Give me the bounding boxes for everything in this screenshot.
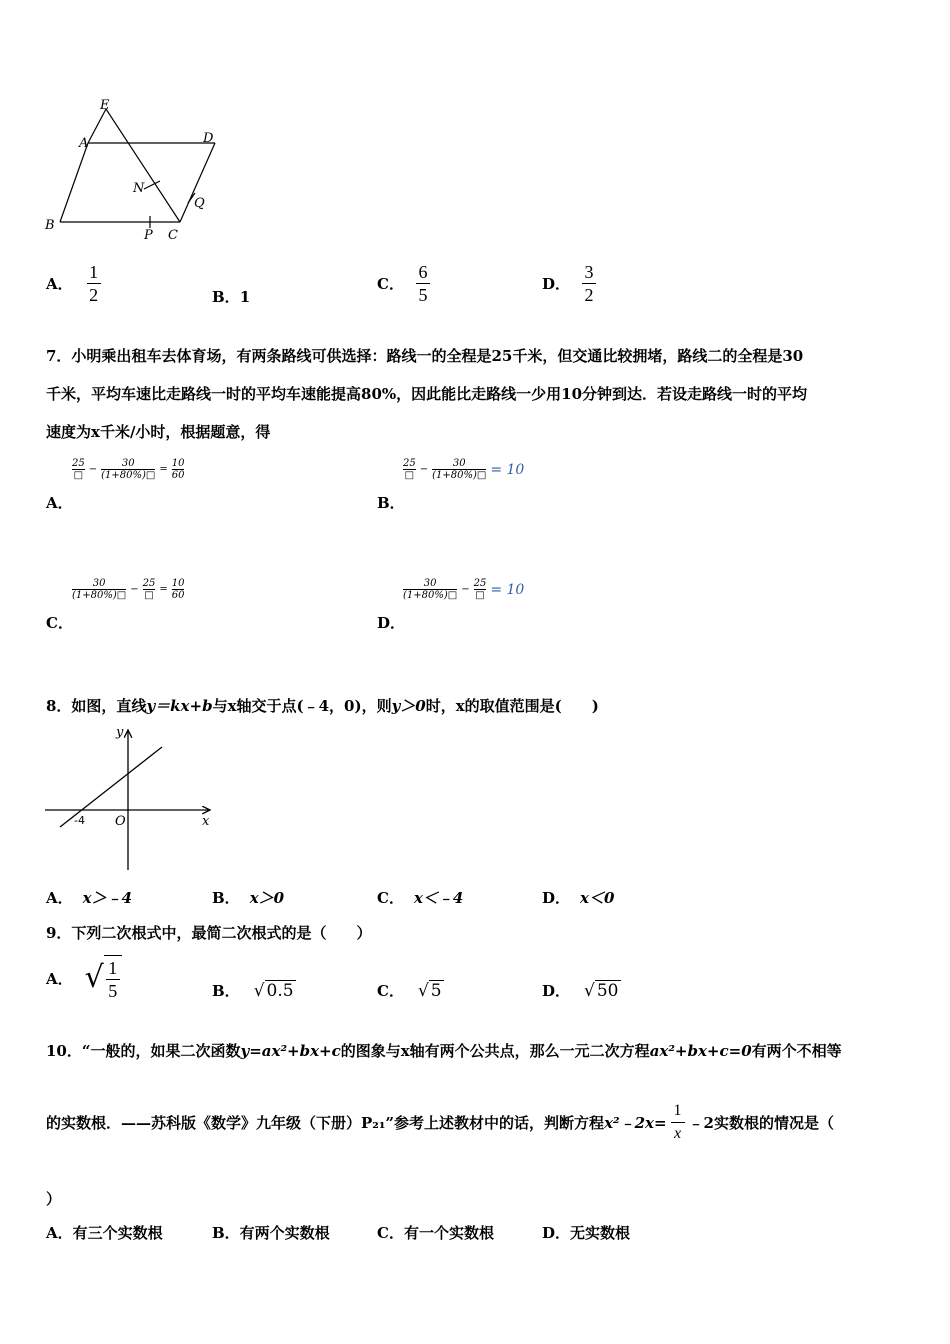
option-value: 1: [239, 288, 251, 306]
option-label: D．: [542, 889, 571, 907]
den: □: [404, 470, 415, 481]
minus-sign: −: [88, 464, 98, 475]
q10-option-d[interactable]: D．无实数根: [542, 1224, 631, 1242]
option-value: x＞﹣4: [82, 889, 133, 907]
radicand: 0.5: [266, 980, 294, 1001]
denominator: 2: [89, 285, 99, 305]
option-label: A．: [46, 969, 73, 988]
q7-line-2: 千米，平均车速比走路线一时的平均车速能提高80%，因此能比走路线一少用10分钟到达．若设走路线一时的平均: [46, 385, 808, 403]
q9-text: 9．下列二次根式中，最简二次根式的是（ ）: [46, 924, 372, 942]
minus-sign: −: [130, 584, 139, 595]
den: 60: [171, 470, 185, 481]
minus-sign: −: [461, 584, 470, 595]
q7-option-b[interactable]: B．: [377, 494, 405, 512]
option-label: B．: [212, 982, 240, 1000]
q8-equation: y＝kx+b: [146, 697, 213, 715]
option-label: B．: [212, 889, 240, 907]
option-label: C．: [377, 275, 404, 293]
q6-option-b[interactable]: [212, 286, 250, 307]
text: 的实数根．——苏科版《数学》九年级（下册）P₂₁”参考上述教材中的话，判断方程: [46, 1114, 605, 1132]
num: 25: [473, 578, 487, 589]
q8-option-d[interactable]: [542, 887, 614, 908]
equals-sign: =: [159, 464, 168, 475]
q6-option-c[interactable]: [377, 262, 430, 305]
label-C: C: [168, 228, 178, 243]
option-label: A．: [46, 275, 73, 293]
den: □: [475, 590, 485, 601]
q8-text: [46, 695, 599, 716]
rhs: = 10: [490, 461, 525, 478]
label-D: D: [203, 131, 214, 146]
denominator: x: [673, 1125, 682, 1142]
line-graph-figure: [42, 722, 217, 874]
parallelogram-figure: [40, 95, 230, 245]
num: 30: [92, 578, 106, 589]
denominator: 5: [418, 285, 428, 305]
tick-label: -4: [74, 814, 85, 827]
q10-option-c[interactable]: C．有一个实数根: [377, 1224, 494, 1242]
q10-line-1: [46, 1040, 842, 1061]
num: 25: [403, 458, 416, 469]
q8-option-b[interactable]: [212, 887, 284, 908]
q8-prefix: 8．如图，直线: [46, 697, 147, 715]
sqrt: √ 50: [584, 980, 619, 1001]
radicand: 50: [596, 980, 619, 1001]
option-value: x＜﹣4: [413, 889, 464, 907]
sqrt: √ 0.5: [253, 980, 294, 1001]
q10-line-2: [46, 1101, 834, 1144]
sqrt-fraction: √ $\frac{1}{5}$: [85, 955, 122, 1001]
den: □: [73, 470, 84, 481]
den: (1+80%)□: [432, 470, 487, 481]
function: y=ax²+bx+c: [240, 1042, 341, 1060]
fraction: [87, 262, 101, 305]
numerator: 1: [89, 262, 99, 282]
den: □: [144, 590, 154, 601]
q10-option-a[interactable]: A．有三个实数根: [46, 1224, 163, 1242]
num: 25: [142, 578, 156, 589]
q7-equation-b: [403, 458, 524, 481]
den: (1+80%)□: [403, 590, 458, 601]
q8-option-c[interactable]: [377, 887, 463, 908]
numerator: 1: [673, 1102, 682, 1119]
q6-option-a[interactable]: [46, 262, 101, 305]
minus-sign: −: [419, 464, 429, 475]
sqrt: √ 5: [417, 980, 442, 1001]
q7-option-c[interactable]: C．: [46, 614, 73, 632]
option-value: x＞0: [249, 889, 285, 907]
fraction: [582, 262, 596, 305]
fraction: [104, 955, 122, 1001]
q7-equation-a: [72, 458, 184, 481]
text: 的图象与x轴有两个公共点，那么一元二次方程: [340, 1042, 650, 1060]
axis-y-label: y: [116, 725, 124, 740]
denominator: 2: [584, 285, 594, 305]
den: 60: [171, 590, 185, 601]
label-Q: Q: [194, 196, 205, 211]
q7-option-a[interactable]: A．: [46, 494, 73, 512]
option-label: D．: [542, 982, 571, 1000]
num: 10: [171, 578, 185, 589]
q10-option-b[interactable]: B．有两个实数根: [212, 1224, 330, 1242]
q9-option-b[interactable]: [212, 980, 296, 1001]
q6-option-d[interactable]: [542, 262, 596, 305]
q7-equation-c: [72, 578, 184, 601]
q9-option-c[interactable]: [377, 980, 444, 1001]
text: 有两个不相等: [751, 1042, 842, 1060]
option-value: x＜0: [580, 889, 615, 907]
label-B: B: [45, 218, 55, 233]
equals-sign: =: [159, 584, 168, 595]
numerator: 6: [418, 262, 428, 282]
axis-x-label: x: [202, 814, 210, 829]
fraction: [416, 262, 430, 305]
text: 10．“一般的，如果二次函数: [46, 1042, 241, 1060]
numerator: 1: [108, 958, 118, 978]
fraction: [671, 1101, 685, 1144]
q10-line-3: ）: [46, 1190, 62, 1208]
q9-option-a[interactable]: [46, 955, 122, 1001]
equation: x²﹣2x=: [604, 1114, 667, 1132]
den: (1+80%)□: [101, 470, 156, 481]
option-label: B．: [212, 288, 240, 306]
text: ﹣2实数根的情况是（: [688, 1114, 834, 1132]
rhs: = 10: [490, 581, 525, 598]
q8-mid: 与x轴交于点(﹣4，0)，则: [212, 697, 392, 715]
denominator: 5: [108, 981, 118, 1001]
q7-equation-d: [403, 578, 524, 601]
den: (1+80%)□: [72, 590, 127, 601]
label-E: E: [100, 98, 110, 113]
num: 30: [121, 458, 135, 469]
num: 30: [423, 578, 437, 589]
label-N: N: [133, 181, 145, 196]
option-label: D．: [542, 275, 571, 293]
numerator: 3: [584, 262, 594, 282]
q8-end: 时，x的取值范围是( ): [425, 697, 599, 715]
radicand: 5: [430, 980, 442, 1001]
num: 30: [452, 458, 466, 469]
origin-label: O: [115, 814, 126, 829]
q9-option-d[interactable]: [542, 980, 621, 1001]
equation: ax²+bx+c=0: [649, 1042, 752, 1060]
option-label: C．: [377, 982, 404, 1000]
option-label: A．: [46, 889, 73, 907]
q8-condition: y＞0: [391, 697, 426, 715]
label-P: P: [144, 228, 153, 243]
q7-line-1: 7．小明乘出租车去体育场，有两条路线可供选择：路线一的全程是25千米，但交通比较拥堵，路线二的全程是30: [46, 347, 804, 365]
num: 10: [171, 458, 185, 469]
label-A: A: [79, 136, 89, 151]
num: 25: [72, 458, 85, 469]
q8-option-a[interactable]: [46, 887, 132, 908]
q7-option-d[interactable]: D．: [377, 614, 406, 632]
q7-line-3: 速度为x千米/小时，根据题意，得: [46, 423, 271, 441]
option-label: C．: [377, 889, 404, 907]
